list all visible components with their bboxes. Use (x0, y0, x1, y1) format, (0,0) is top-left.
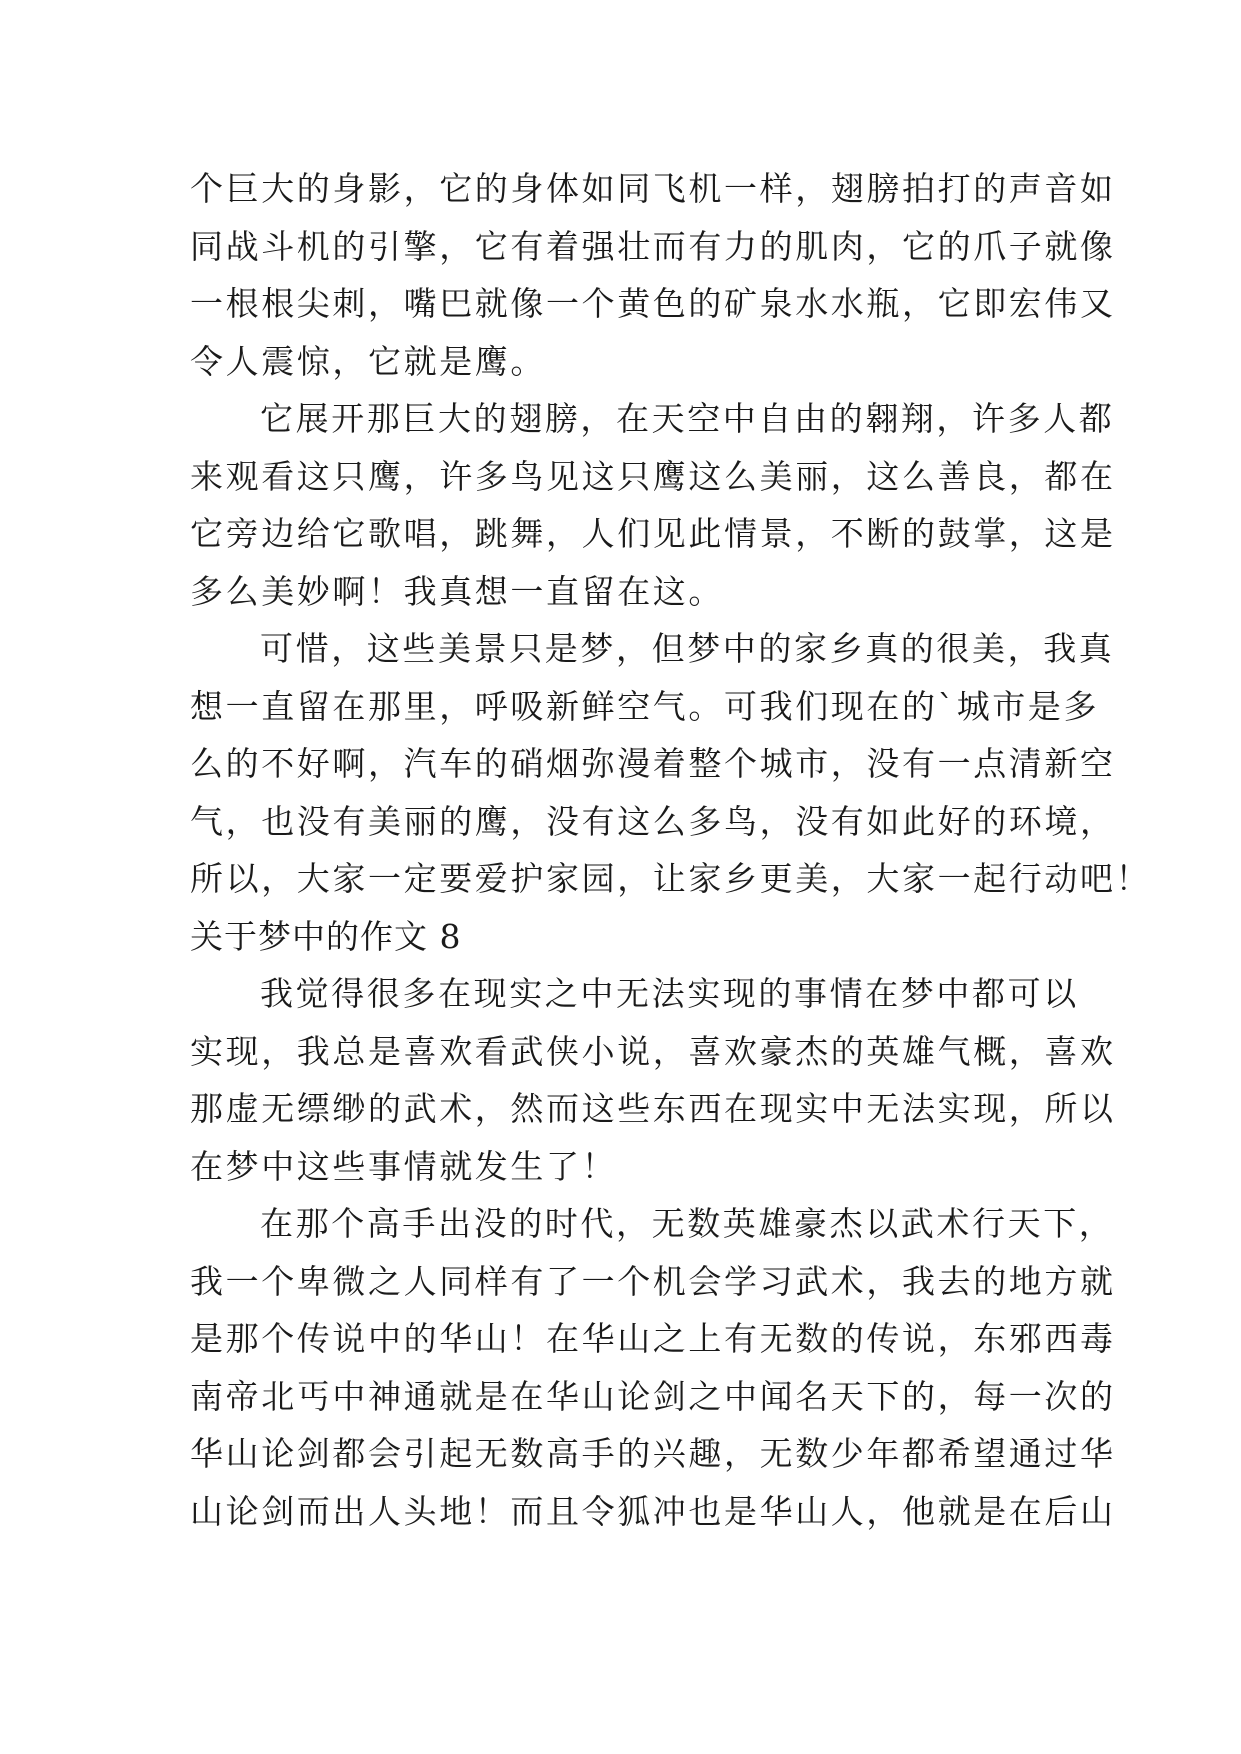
text-line: 令人震惊，它就是鹰。 (190, 341, 546, 381)
paragraph-start-line: 在那个高手出没的时代，无数英雄豪杰以武术行天下， (260, 1204, 1115, 1243)
text-line: 气，也没有美丽的鹰，没有这么多鸟，没有如此好的环境， (190, 801, 1116, 841)
text-line: 想一直留在那里，呼吸新鲜空气。可我们现在的`城市是多 (190, 686, 1100, 726)
text-line: 多么美妙啊！我真想一直留在这。 (190, 571, 724, 611)
text-line: 个巨大的身影，它的身体如同飞机一样，翅膀拍打的声音如 (190, 169, 1116, 208)
paragraph-start-line: 我觉得很多在现实之中无法实现的事情在梦中都可以 (260, 974, 1079, 1013)
text-line: 它旁边给它歌唱，跳舞，人们见此情景，不断的鼓掌，这是 (190, 514, 1116, 553)
text-line: 一根根尖刺，嘴巴就像一个黄色的矿泉水水瓶，它即宏伟又 (190, 284, 1116, 323)
text-line: 华山论剑都会引起无数高手的兴趣，无数少年都希望通过华 (190, 1434, 1116, 1473)
paragraph-start-line: 可惜，这些美景只是梦，但梦中的家乡真的很美，我真 (260, 629, 1115, 668)
text-line: 那虚无缥缈的武术，然而这些东西在现实中无法实现，所以 (190, 1089, 1116, 1128)
document-body (190, 160, 1152, 1540)
text-line: 南帝北丐中神通就是在华山论剑之中闻名天下的，每一次的 (190, 1376, 1116, 1416)
text-line: 实现，我总是喜欢看武侠小说，喜欢豪杰的英雄气概，喜欢 (190, 1031, 1116, 1071)
section-heading: 关于梦中的作文 8 (190, 916, 462, 956)
text-line: 是那个传说中的华山！在华山之上有无数的传说，东邪西毒 (190, 1319, 1116, 1358)
text-line: 同战斗机的引擎，它有着强壮而有力的肌肉，它的爪子就像 (190, 226, 1116, 266)
text-line: 在梦中这些事情就发生了！ (190, 1146, 618, 1186)
text-line: 么的不好啊，汽车的硝烟弥漫着整个城市，没有一点清新空 (190, 744, 1116, 783)
text-line: 所以，大家一定要爱护家园，让家乡更美，大家一起行动吧！ (190, 859, 1152, 898)
text-line: 山论剑而出人头地！而且令狐冲也是华山人，他就是在后山 (190, 1491, 1116, 1531)
text-line: 我一个卑微之人同样有了一个机会学习武术，我去的地方就 (190, 1261, 1116, 1301)
text-line: 来观看这只鹰，许多鸟见这只鹰这么美丽，这么善良，都在 (190, 456, 1116, 496)
paragraph-start-line: 它展开那巨大的翅膀，在天空中自由的翱翔，许多人都 (260, 399, 1115, 438)
